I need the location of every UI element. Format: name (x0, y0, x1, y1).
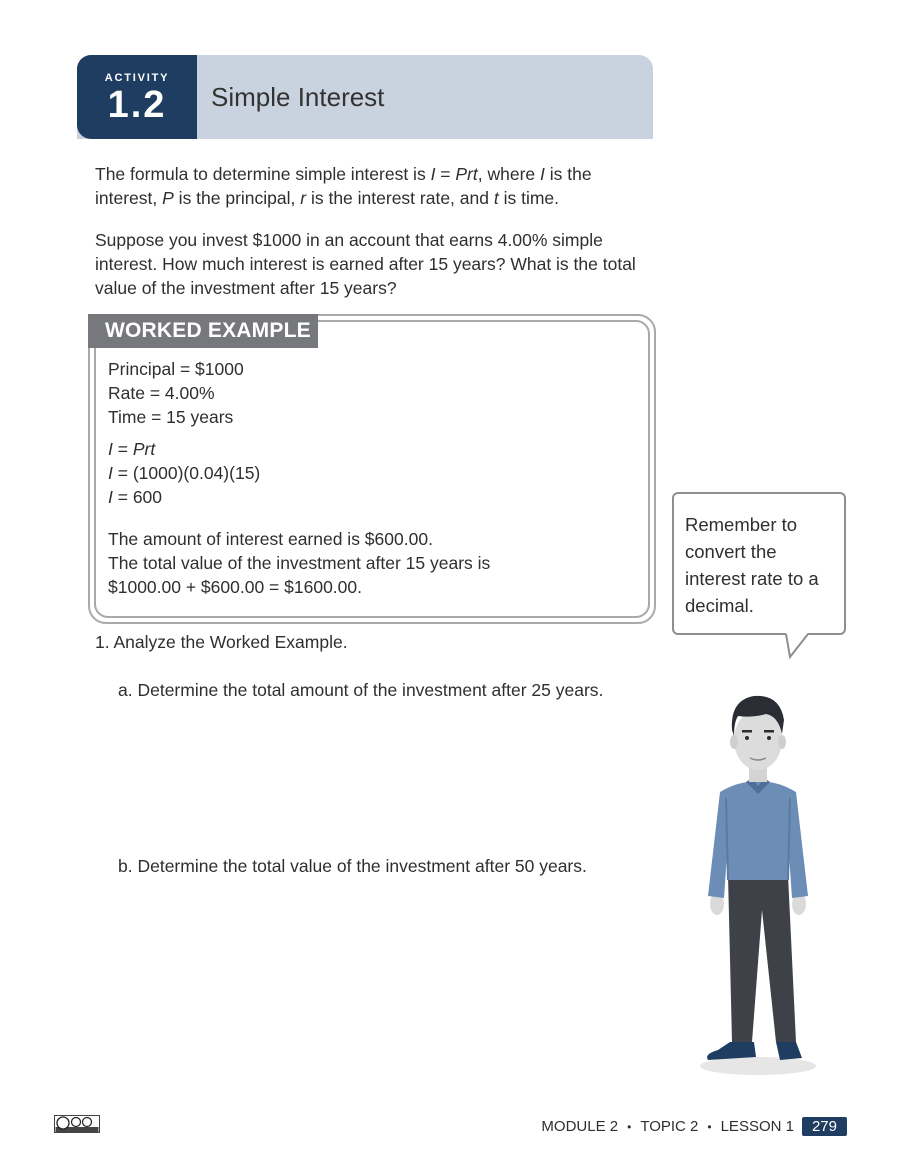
activity-label: ACTIVITY (104, 72, 170, 84)
footer-topic: TOPIC 2 (640, 1118, 699, 1135)
footer-module: MODULE 2 (541, 1118, 619, 1135)
speech-bubble-text: Remember to convert the interest rate to a decimal. (685, 514, 819, 616)
conclusion-line-1: The amount of interest earned is $600.00. (108, 529, 433, 549)
worked-example-steps (108, 437, 260, 509)
worked-example-tab: WORKED EXAMPLE (88, 314, 318, 348)
step-formula: I = Prt (108, 439, 156, 459)
student-character-illustration (692, 690, 822, 1082)
activity-number: 1.2 (107, 84, 167, 126)
step-result: I = 600 (108, 487, 163, 507)
footer-lesson: LESSON 1 (720, 1118, 794, 1135)
page-footer (541, 1117, 847, 1136)
activity-badge (77, 55, 197, 139)
footer-separator-icon: • (707, 1119, 712, 1134)
step-substitution: I = (1000)(0.04)(15) (108, 463, 261, 483)
activity-title: Simple Interest (211, 82, 385, 112)
creative-commons-license-icon (54, 1115, 100, 1133)
worked-example-conclusion (108, 527, 490, 599)
formula-paragraph: The formula to determine simple interest is I = Prt, where I is the interest, P is the principal, r is the interest rate, and t is time. (95, 164, 592, 208)
worked-example-givens (108, 357, 244, 429)
question-1b: b. Determine the total value of the investment after 50 years. (118, 856, 587, 876)
question-1a: a. Determine the total amount of the investment after 25 years. (118, 680, 604, 700)
problem-paragraph: Suppose you invest $1000 in an account that earns 4.00% simple interest. How much interest is earned after 15 years? What is the total value of the investment after 15 years? (95, 230, 636, 298)
conclusion-line-3: $1000.00 + $600.00 = $1600.00. (108, 577, 362, 597)
given-principal: Principal = $1000 (108, 359, 244, 379)
question-1: 1. Analyze the Worked Example. (95, 632, 348, 652)
given-rate: Rate = 4.00% (108, 383, 215, 403)
page-number: 279 (802, 1117, 847, 1136)
footer-separator-icon: • (627, 1119, 632, 1134)
conclusion-line-2: The total value of the investment after 15 years is (108, 553, 491, 573)
speech-bubble-tail (780, 632, 820, 660)
given-time: Time = 15 years (108, 407, 234, 427)
